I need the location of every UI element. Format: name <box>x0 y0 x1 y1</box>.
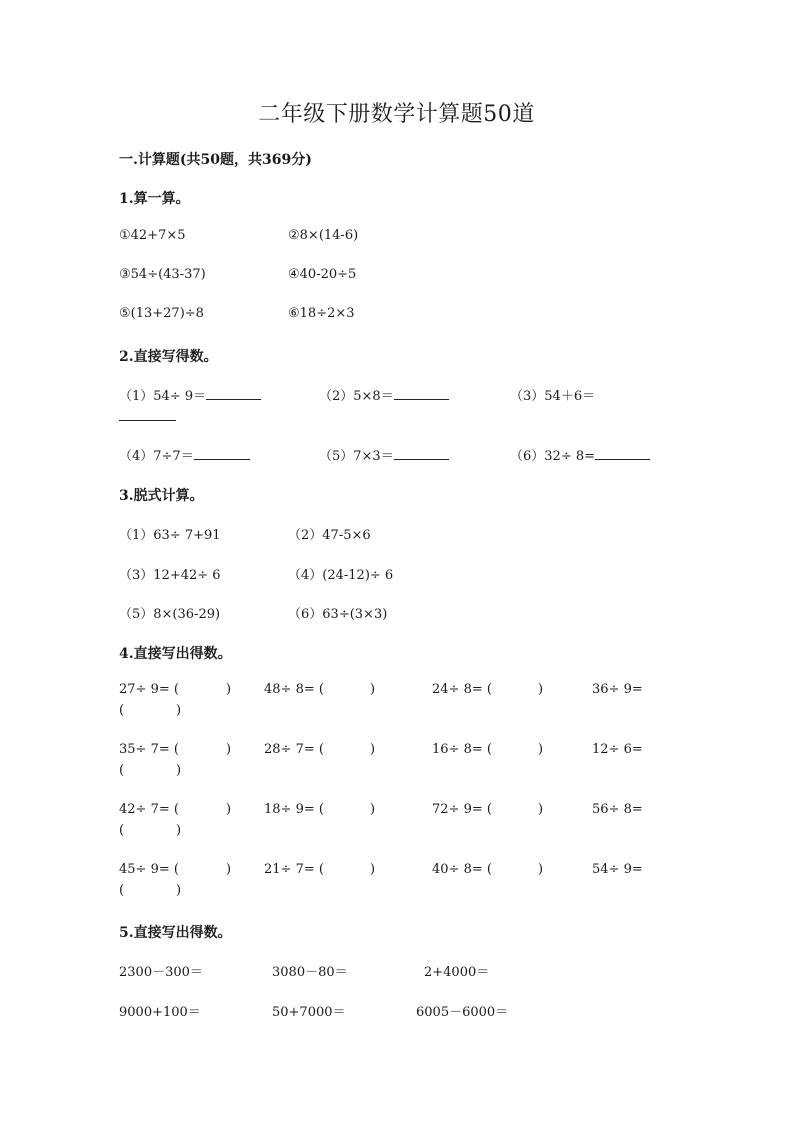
q5-item: 2+4000＝ <box>424 965 490 980</box>
q2-item-wrap <box>119 406 176 425</box>
q4-item: 28÷ 7= ( <box>264 742 324 757</box>
q4-close-paren: ) <box>370 682 376 697</box>
q4-wrap-close: ) <box>176 703 182 718</box>
q4-item: 36÷ 9= <box>592 682 643 697</box>
q4-close-paren: ) <box>538 802 544 817</box>
q4-wrap-open: ( <box>119 703 125 718</box>
q4-close-paren: ) <box>226 802 232 817</box>
q4-close-paren: ) <box>370 862 376 877</box>
q2-item <box>319 385 449 404</box>
q4-close-paren: ) <box>538 742 544 757</box>
q2-item-text: （5）7×3＝ <box>319 449 394 464</box>
q1-item: ⑥18÷2×3 <box>288 306 355 321</box>
q2-heading: 2.直接写得数。 <box>119 349 218 365</box>
q2-item-text: （4）7÷7＝ <box>119 449 194 464</box>
q2-item <box>510 445 650 464</box>
q2-item-text: （2）5×8＝ <box>319 389 394 404</box>
q3-item: （6）63÷(3×3) <box>288 607 388 622</box>
q4-item: 40÷ 8= ( <box>432 862 492 877</box>
q4-wrap-open: ( <box>119 763 125 778</box>
q2-item-text: （1）54÷ 9＝ <box>119 389 207 404</box>
q5-item: 50+7000＝ <box>272 1005 346 1020</box>
q5-item: 9000+100＝ <box>119 1005 201 1020</box>
q3-item: （2）47-5×6 <box>288 528 371 543</box>
q3-item: （4）(24-12)÷ 6 <box>288 568 394 583</box>
q3-item: （5）8×(36-29) <box>119 607 221 622</box>
q4-wrap-close: ) <box>176 763 182 778</box>
q4-item: 56÷ 8= <box>592 802 643 817</box>
q1-heading: 1.算一算。 <box>119 191 190 207</box>
answer-blank[interactable] <box>595 447 650 460</box>
q2-item <box>319 445 449 464</box>
q5-item: 6005－6000＝ <box>416 1005 509 1020</box>
q4-item: 72÷ 9= ( <box>432 802 492 817</box>
answer-blank[interactable] <box>394 447 449 460</box>
q1-item: ⑤(13+27)÷8 <box>119 306 204 321</box>
q4-close-paren: ) <box>370 742 376 757</box>
q4-heading: 4.直接写出得数。 <box>119 646 232 662</box>
q2-item: （3）54＋6＝ <box>510 389 596 404</box>
q4-item: 42÷ 7= ( <box>119 802 179 817</box>
q5-item: 3080－80＝ <box>272 965 348 980</box>
q4-item: 24÷ 8= ( <box>432 682 492 697</box>
q2-item-text: （6）32÷ 8= <box>510 449 596 464</box>
q4-item: 12÷ 6= <box>592 742 643 757</box>
q4-item: 35÷ 7= ( <box>119 742 179 757</box>
q5-item: 2300－300＝ <box>119 965 203 980</box>
answer-blank[interactable] <box>194 447 250 460</box>
answer-blank[interactable] <box>394 387 449 400</box>
q4-wrap-open: ( <box>119 883 125 898</box>
q4-wrap-close: ) <box>176 883 182 898</box>
q4-close-paren: ) <box>370 802 376 817</box>
q4-close-paren: ) <box>538 862 544 877</box>
q1-item: ③54÷(43-37) <box>119 267 206 282</box>
q2-item <box>119 385 261 404</box>
answer-blank[interactable] <box>119 408 176 421</box>
q4-close-paren: ) <box>226 862 232 877</box>
q1-item: ①42+7×5 <box>119 228 186 243</box>
section-heading: 一.计算题(共50题，共369分) <box>119 152 312 168</box>
q4-close-paren: ) <box>226 742 232 757</box>
q4-item: 45÷ 9= ( <box>119 862 179 877</box>
q4-item: 54÷ 9= <box>592 862 643 877</box>
q4-item: 21÷ 7= ( <box>264 862 324 877</box>
q4-item: 16÷ 8= ( <box>432 742 492 757</box>
q3-item: （3）12+42÷ 6 <box>119 568 221 583</box>
q3-heading: 3.脱式计算。 <box>119 488 204 504</box>
q4-close-paren: ) <box>538 682 544 697</box>
q4-item: 27÷ 9= ( <box>119 682 179 697</box>
q5-heading: 5.直接写出得数。 <box>119 925 232 941</box>
page-title: 二年级下册数学计算题50道 <box>258 102 535 127</box>
q4-item: 18÷ 9= ( <box>264 802 324 817</box>
q4-wrap-close: ) <box>176 823 182 838</box>
q2-item <box>119 445 250 464</box>
q1-item: ④40-20÷5 <box>288 267 357 282</box>
q4-wrap-open: ( <box>119 823 125 838</box>
q4-close-paren: ) <box>226 682 232 697</box>
answer-blank[interactable] <box>206 387 261 400</box>
q1-item: ②8×(14-6) <box>288 228 359 243</box>
q3-item: （1）63÷ 7+91 <box>119 528 221 543</box>
q4-item: 48÷ 8= ( <box>264 682 324 697</box>
